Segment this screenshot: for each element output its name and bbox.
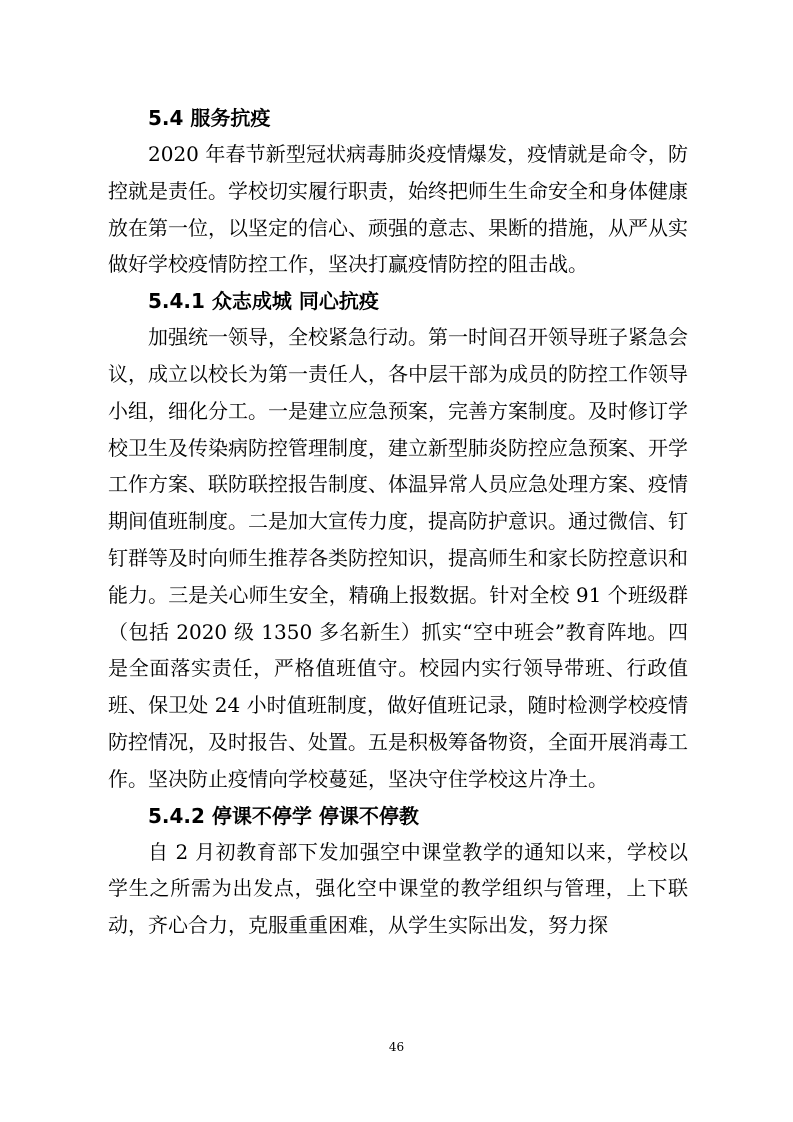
subsection-heading: 5.4.1 众志成城 同心抗疫 bbox=[148, 289, 379, 314]
subsection-heading: 5.4.2 停课不停学 停课不停教 bbox=[148, 803, 419, 828]
section-heading: 5.4 服务抗疫 bbox=[148, 106, 271, 130]
section-paragraph: 2020 年春节新型冠状病毒肺炎疫情爆发，疫情就是命令，防控就是责任。学校切实履行职责，始终把师生生命安全和身体健康放在第一位，以坚定的信心、顽强的意志、果断的措施，从严从实做好学校疫情防控工作，坚决打赢疫情防控的阻击战。 bbox=[108, 142, 688, 277]
page-number: 46 bbox=[388, 1040, 405, 1054]
subsection-paragraph: 自 2 月初教育部下发加强空中课堂教学的通知以来，学校以学生之所需为出发点，强化空中课堂的教学组织与管理，上下联动，齐心合力，克服重重困难，从学生实际出发，努力探 bbox=[108, 839, 688, 938]
page-content bbox=[108, 100, 688, 944]
subsection-paragraph: 加强统一领导，全校紧急行动。第一时间召开领导班子紧急会议，成立以校长为第一责任人，各中层干部为成员的防控工作领导小组，细化分工。一是建立应急预案，完善方案制度。及时修订学校卫生及传染病防控管理制度，建立新型肺炎防控应急预案、开学工作方案、联防联控报告制度、体温异常人员应急处理方案、疫情期间值班制度。二是加大宣传力度，提高防护意识。通过微信、钉钉群等及时向师生推荐各类防控知识，提高师生和家长防控意识和能力。三是关心师生安全，精确上报数据。针对全校 91 个班级群（包括 2020 级 1350 多名新生）抓实“空中班会”教育阵地。四是全面落实责任，严格值班值守。校园内实行领导带班、行政值班、保卫处 24 小时值班制度，做好值班记录，随时检测学校疫情防控情况，及时报告、处置。五是积极筹备物资，全面开展消毒工作。坚决防止疫情向学校蔓延，坚决守住学校这片净土。 bbox=[108, 325, 688, 791]
